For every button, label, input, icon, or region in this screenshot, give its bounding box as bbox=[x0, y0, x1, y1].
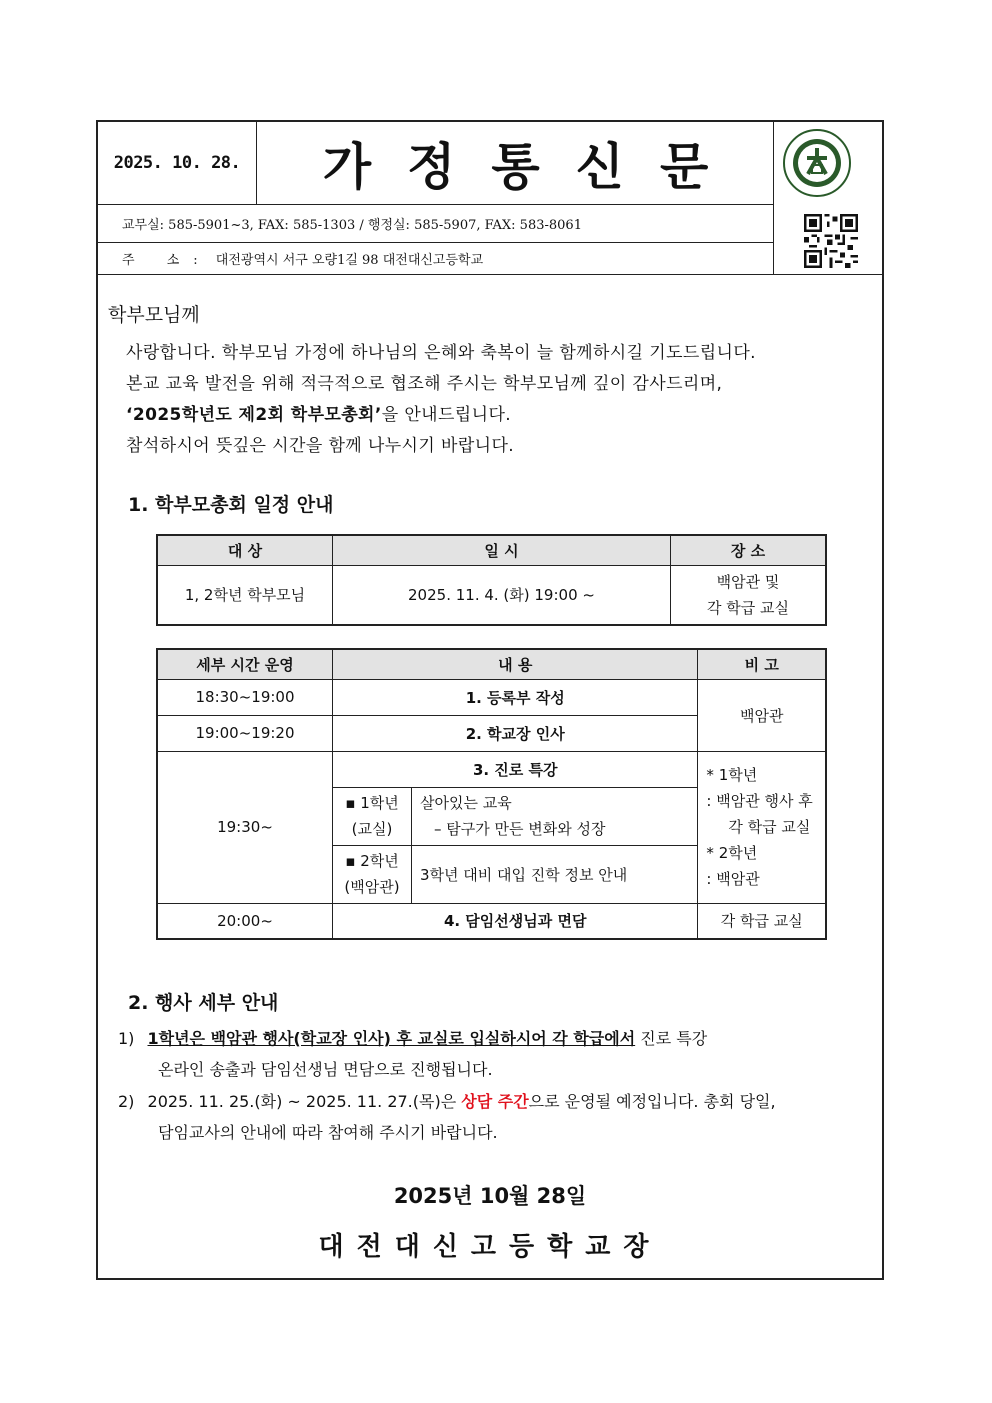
content-cell-3: 3. 진로 특강 bbox=[333, 751, 698, 787]
intro-line-3-rest: 을 안내드립니다. bbox=[381, 405, 512, 425]
datetime-cell: 2025. 11. 4. (화) 19:00 ~ bbox=[333, 565, 671, 625]
page-title: 가정통신문 bbox=[322, 138, 745, 196]
intro-line-4: 참석하시어 뜻깊은 시간을 함께 나누시기 바랍니다. bbox=[126, 436, 515, 456]
school-address bbox=[122, 249, 483, 268]
grade2-label-line-2: (백암관) bbox=[344, 878, 400, 896]
counseling-week: 상담 주간 bbox=[461, 1092, 529, 1111]
grade1-label-line-1: ▪ 1학년 bbox=[345, 794, 399, 812]
col-place: 장 소 bbox=[671, 535, 827, 565]
item1-emphasis: 1학년은 백암관 행사(학교장 인사) 후 교실로 입실하시어 각 학급에서 bbox=[147, 1029, 636, 1048]
note-line-3: 각 학급 교실 bbox=[728, 818, 811, 836]
time-cell-3: 19:30~ bbox=[157, 751, 333, 903]
note-line-1: * 1학년 bbox=[706, 766, 758, 784]
logo-divider bbox=[773, 122, 774, 274]
time-cell-1: 18:30~19:00 bbox=[157, 679, 333, 715]
detail-item-2-line-2: 담임교사의 안내에 따라 참여해 주시기 바랍니다. bbox=[158, 1123, 498, 1142]
address-text: 대전광역시 서구 오량1길 98 대전대신고등학교 bbox=[215, 253, 484, 268]
section2-heading: 2. 행사 세부 안내 bbox=[128, 992, 279, 1014]
time-cell-4: 20:00~ bbox=[157, 903, 333, 939]
note-line-2: : 백암관 행사 후 bbox=[706, 792, 813, 810]
note-line-4: * 2학년 bbox=[706, 844, 758, 862]
grade1-label bbox=[333, 787, 412, 845]
col-content: 내 용 bbox=[333, 649, 698, 679]
grade2-content: 3학년 대비 대입 진학 정보 안내 bbox=[412, 845, 698, 903]
intro-line-1: 사랑합니다. 학부모님 가정에 하나님의 은혜와 축복이 늘 함께하시길 기도드립니다. bbox=[126, 343, 756, 363]
item1-number: 1) bbox=[118, 1029, 135, 1048]
intro-line-3 bbox=[126, 400, 511, 425]
date-divider bbox=[256, 122, 257, 204]
schedule-table bbox=[156, 534, 827, 626]
address-label: 주 소: bbox=[122, 253, 212, 268]
section1-heading: 1. 학부모총회 일정 안내 bbox=[128, 494, 334, 516]
principal-signature: 대전대신고등학교장 bbox=[318, 1232, 662, 1262]
col-datetime: 일 시 bbox=[333, 535, 671, 565]
target-cell: 1, 2학년 학부모님 bbox=[157, 565, 333, 625]
header-bottom-divider bbox=[98, 274, 882, 275]
item2-pre: 2025. 11. 25.(화) ~ 2025. 11. 27.(목)은 bbox=[147, 1092, 462, 1111]
detail-table bbox=[156, 648, 827, 940]
place-line-1: 백암관 및 bbox=[716, 572, 780, 591]
col-target: 대 상 bbox=[157, 535, 333, 565]
closing-date: 2025년 10월 28일 bbox=[393, 1184, 587, 1208]
note-cell-3 bbox=[698, 751, 826, 903]
item2-post: 으로 운영될 예정입니다. 총회 당일, bbox=[528, 1092, 776, 1111]
issue-date: 2025. 10. 28. bbox=[113, 153, 241, 173]
grade1-content bbox=[412, 787, 698, 845]
detail-item-1 bbox=[118, 1026, 707, 1049]
place-line-2: 각 학급 교실 bbox=[707, 598, 789, 617]
qr-code-icon[interactable] bbox=[804, 214, 858, 268]
item2-number: 2) bbox=[118, 1092, 135, 1111]
content-cell-2: 2. 학교장 인사 bbox=[333, 715, 698, 751]
grade1-content-line-2: – 탐구가 만든 변화와 성장 bbox=[434, 820, 606, 838]
col-time: 세부 시간 운영 bbox=[157, 649, 333, 679]
grade1-content-line-1: 살아있는 교육 bbox=[420, 794, 512, 812]
content-cell-1: 1. 등록부 작성 bbox=[333, 679, 698, 715]
grade2-label-line-1: ▪ 2학년 bbox=[345, 852, 399, 870]
note-cell-1: 백암관 bbox=[698, 679, 826, 751]
note-cell-4: 각 학급 교실 bbox=[698, 903, 826, 939]
contact-divider bbox=[98, 242, 773, 243]
grade1-label-line-2: (교실) bbox=[351, 820, 393, 838]
school-logo-icon bbox=[782, 128, 852, 198]
detail-item-1-line-2: 온라인 송출과 담임선생님 면담으로 진행됩니다. bbox=[158, 1060, 493, 1079]
greeting: 학부모님께 bbox=[108, 304, 200, 326]
event-name: ‘2025학년도 제2회 학부모총회’ bbox=[126, 405, 382, 425]
content-cell-4: 4. 담임선생님과 면담 bbox=[333, 903, 698, 939]
detail-item-2 bbox=[118, 1089, 776, 1112]
grade2-label bbox=[333, 845, 412, 903]
col-note: 비 고 bbox=[698, 649, 826, 679]
time-cell-2: 19:00~19:20 bbox=[157, 715, 333, 751]
note-line-5: : 백암관 bbox=[706, 870, 760, 888]
place-cell bbox=[671, 565, 827, 625]
item1-rest: 진로 특강 bbox=[635, 1029, 708, 1048]
header-divider bbox=[98, 204, 773, 205]
newsletter-frame bbox=[96, 120, 884, 1280]
intro-line-2: 본교 교육 발전을 위해 적극적으로 협조해 주시는 학부모님께 깊이 감사드리며, bbox=[126, 374, 723, 394]
contact-info: 교무실: 585-5901~3, FAX: 585-1303 / 행정실: 585-5907, FAX: 583-8061 bbox=[122, 218, 582, 233]
